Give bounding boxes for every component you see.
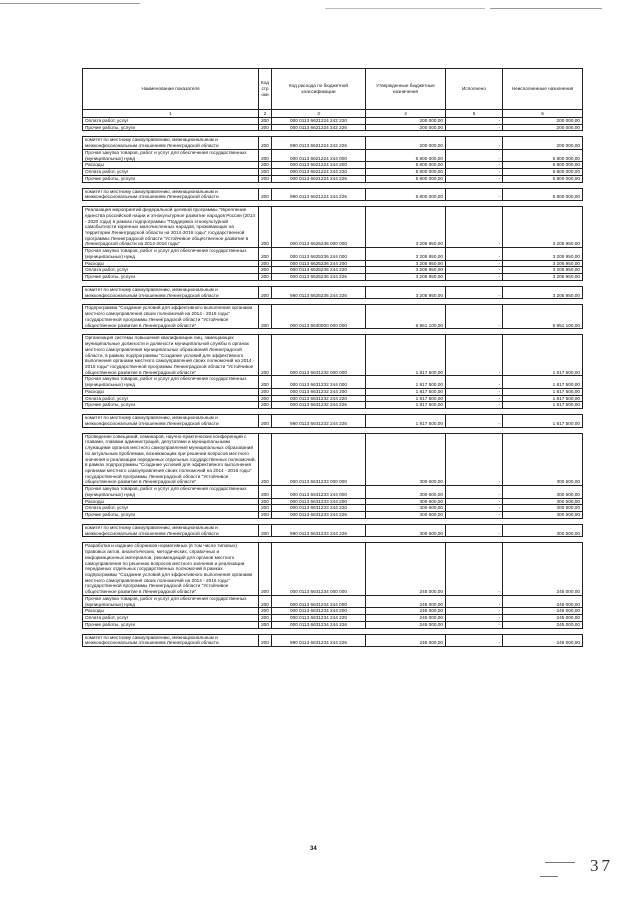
top-rule [490,8,602,9]
executed-amount-cell: - [446,274,503,281]
table-row [83,188,583,200]
line-code-cell: 200 [259,248,272,260]
table-row [83,335,583,376]
top-rule [0,3,140,4]
indicator-cell: Оплата работ, услуг [83,267,259,274]
unexecuted-amount-cell: 5 800 000,00 [503,169,583,176]
unexecuted-amount-cell: 5 800 000,00 [503,162,583,169]
table-row [83,595,583,607]
budget-code-cell: 000 0113 6630000 000 000 [272,305,366,329]
indicator-cell: Оплата работ, услуг [83,118,259,125]
line-code-cell: 200 [259,267,272,274]
indicator-cell: Расходы [83,162,259,169]
approved-amount-cell: 3 205 950,00 [366,267,446,274]
unexecuted-amount-cell: 300 600,00 [503,498,583,505]
approved-amount-cell: 3 205 950,00 [366,260,446,267]
executed-amount-cell: - [446,615,503,622]
budget-code-cell: 000 0113 6631234 244 220 [272,615,366,622]
indicator-cell: Расходы [83,608,259,615]
indicator-cell: Прочие работы, услуги [83,124,259,131]
budget-code-cell: 990 0113 6621224 242 226 [272,137,366,149]
indicator-cell: Оплата работ, услуг [83,169,259,176]
unexecuted-amount-cell: 6 951 100,00 [503,305,583,329]
unexecuted-amount-cell: 1 817 500,00 [503,376,583,388]
indicator-cell: Разработка и издание сборников нормативных (в том числе типовых) правовых актов, аналитических, методических, справочных и информационных материалов, рекомендаций для органов местного самоуправления по решению вопросов местного значения и реализации переданных отдельных государственных полномочий в рамках подпрограммы "Создание условий для эффективного выполнения органами местного самоуправления своих полномочий на 2014 - 2016 годы" государственной программы Ленинградской области "Устойчивое общественное развитие в Ленинградской области" [83,543,259,596]
indicator-cell: Прочие работы, услуги [83,621,259,628]
approved-amount-cell: 300 600,00 [366,505,446,512]
column-number: 5 [446,110,503,118]
indicator-cell: комитет по местному самоуправлению, межнациональным и межконфессиональным отношениям Ленинградской области [83,286,259,298]
approved-amount-cell: 1 817 500,00 [366,395,446,402]
unexecuted-amount-cell: 300 600,00 [503,512,583,519]
budget-code-cell: 000 0113 6625236 244 226 [272,274,366,281]
indicator-cell: Подпрограмма "Создание условий для эффективного выполнения органами местного самоуправления своих полномочий на 2014 - 2016 годы" государственной программы Ленинградской области "Устойчивое общественное развитие в Ленинградской области" [83,305,259,329]
table-row [83,608,583,615]
approved-amount-cell: 6 951 100,00 [366,305,446,329]
column-number: 1 [83,110,259,118]
unexecuted-amount-cell: 245 000,00 [503,543,583,596]
unexecuted-amount-cell: 1 817 500,00 [503,335,583,376]
executed-amount-cell: - [446,267,503,274]
unexecuted-amount-cell: 300 600,00 [503,486,583,498]
table-row [83,376,583,388]
table-row [83,305,583,329]
indicator-cell: Прочая закупка товаров, работ и услуг для обеспечения государственных (муниципальных) нужд [83,486,259,498]
budget-execution-table [82,68,583,647]
line-code-cell: 200 [259,433,272,486]
table-row [83,486,583,498]
executed-amount-cell: - [446,188,503,200]
approved-amount-cell: 3 205 950,00 [366,274,446,281]
budget-code-cell: 000 0113 6631234 244 226 [272,621,366,628]
column-number: 6 [503,110,583,118]
table-row [83,118,583,125]
approved-amount-cell: 1 817 500,00 [366,402,446,409]
top-rule [325,8,485,9]
approved-amount-cell: 300 600,00 [366,498,446,505]
unexecuted-amount-cell: 3 205 950,00 [503,248,583,260]
column-header-budget-code: Код расхода по бюджетной классификации [272,69,366,110]
line-code-cell: 200 [259,305,272,329]
line-code-cell: 200 [259,543,272,596]
budget-code-cell: 000 0113 6631233 000 000 [272,433,366,486]
executed-amount-cell: - [446,175,503,182]
executed-amount-cell: - [446,498,503,505]
budget-code-cell: 000 0113 6631233 244 226 [272,512,366,519]
indicator-cell: комитет по местному самоуправлению, межнациональным и межконфессиональным отношениям Ленинградской области [83,634,259,646]
approved-amount-cell: 245 000,00 [366,615,446,622]
table-row [83,260,583,267]
executed-amount-cell: - [446,118,503,125]
budget-code-cell: 000 0113 6631232 000 000 [272,335,366,376]
stamp-page-number: 37 [590,856,613,875]
budget-code-cell: 000 0113 6621224 244 226 [272,175,366,182]
line-code-cell: 200 [259,512,272,519]
line-code-cell: 200 [259,505,272,512]
executed-amount-cell: - [446,137,503,149]
line-code-cell: 200 [259,498,272,505]
table-row [83,175,583,182]
footer-dash [545,862,575,863]
approved-amount-cell: 200 000,00 [366,137,446,149]
unexecuted-amount-cell: 1 817 500,00 [503,402,583,409]
table-row [83,124,583,131]
approved-amount-cell: 245 000,00 [366,595,446,607]
executed-amount-cell: - [446,286,503,298]
table-row [83,543,583,596]
budget-code-cell: 000 0113 6631233 244 000 [272,486,366,498]
table-row [83,415,583,427]
unexecuted-amount-cell: 300 600,00 [503,433,583,486]
indicator-cell: Расходы [83,388,259,395]
unexecuted-amount-cell: 200 000,00 [503,137,583,149]
table-row [83,402,583,409]
table-row [83,615,583,622]
line-code-cell: 200 [259,524,272,536]
budget-code-cell: 000 0113 6621224 244 220 [272,169,366,176]
indicator-cell: Прочая закупка товаров, работ и услуг для обеспечения государственных (муниципальных) нужд [83,248,259,260]
column-number: 2 [259,110,272,118]
column-header-executed: Исполнено [446,69,503,110]
column-number: 4 [366,110,446,118]
executed-amount-cell: - [446,335,503,376]
approved-amount-cell: 300 600,00 [366,486,446,498]
indicator-cell: комитет по местному самоуправлению, межнациональным и межконфессиональным отношениям Ленинградской области [83,524,259,536]
budget-code-cell: 990 0113 6631233 244 226 [272,524,366,536]
line-code-cell: 200 [259,149,272,161]
indicator-cell: комитет по местному самоуправлению, межнациональным и межконфессиональным отношениям Ленинградской области [83,188,259,200]
table-row [83,286,583,298]
indicator-cell: Реализация мероприятий федеральной целевой программы "Укрепление единства российской нации и этнокультурное развитие народов России (2014 - 2020 годы) в рамках подпрограммы "Поддержка этнокультурной самобытности коренных малочисленных народов, проживающих на территории Ленинградской области на 2014-2016 годы" государственной программы Ленинградской области "Устойчивое общественное развитие в Ленинградской области на 2014-2016 годы" [83,207,259,248]
footer-dash [540,876,558,877]
approved-amount-cell: 1 817 500,00 [366,388,446,395]
unexecuted-amount-cell: 3 205 950,00 [503,267,583,274]
approved-amount-cell: 5 800 000,00 [366,149,446,161]
table-body [83,118,583,647]
indicator-cell: Прочие работы, услуги [83,274,259,281]
budget-code-cell: 000 0113 6631232 244 220 [272,395,366,402]
table-row [83,137,583,149]
budget-code-cell: 000 0113 6631232 244 226 [272,402,366,409]
table-row [83,621,583,628]
approved-amount-cell: 300 600,00 [366,433,446,486]
executed-amount-cell: - [446,524,503,536]
unexecuted-amount-cell: 3 205 950,00 [503,207,583,248]
page-number: 34 [310,846,317,852]
table-row [83,395,583,402]
indicator-cell: Оплата работ, услуг [83,505,259,512]
budget-code-cell: 000 0113 6621224 244 200 [272,162,366,169]
table-row [83,505,583,512]
indicator-cell: Прочие работы, услуги [83,512,259,519]
line-code-cell: 200 [259,137,272,149]
indicator-cell: Прочая закупка товаров, работ и услуг для обеспечения государственных (муниципальных) нужд [83,149,259,161]
indicator-cell: Прочая закупка товаров, работ и услуг для обеспечения государственных (муниципальных) нужд [83,595,259,607]
unexecuted-amount-cell: 3 205 950,00 [503,274,583,281]
line-code-cell: 200 [259,608,272,615]
approved-amount-cell: 245 000,00 [366,608,446,615]
unexecuted-amount-cell: 245 000,00 [503,621,583,628]
executed-amount-cell: - [446,388,503,395]
column-header-approved: Утвержденные бюджетные назначения [366,69,446,110]
table-row [83,149,583,161]
table-row [83,634,583,646]
unexecuted-amount-cell: 245 000,00 [503,634,583,646]
unexecuted-amount-cell: 200 000,00 [503,118,583,125]
budget-code-cell: 990 0113 6631232 244 226 [272,415,366,427]
approved-amount-cell: 245 000,00 [366,621,446,628]
unexecuted-amount-cell: 1 817 500,00 [503,388,583,395]
budget-code-cell: 990 0113 6625236 244 226 [272,286,366,298]
approved-amount-cell: 5 800 000,00 [366,169,446,176]
table-row [83,274,583,281]
line-code-cell: 200 [259,634,272,646]
executed-amount-cell: - [446,634,503,646]
budget-code-cell: 000 0113 6621224 242 226 [272,124,366,131]
table-row [83,162,583,169]
executed-amount-cell: - [446,595,503,607]
line-code-cell: 200 [259,376,272,388]
line-code-cell: 200 [259,395,272,402]
unexecuted-amount-cell: 5 800 000,00 [503,188,583,200]
budget-code-cell: 000 0113 6625236 244 200 [272,260,366,267]
executed-amount-cell: - [446,505,503,512]
executed-amount-cell: - [446,376,503,388]
line-code-cell: 200 [259,486,272,498]
unexecuted-amount-cell: 1 817 500,00 [503,395,583,402]
executed-amount-cell: - [446,512,503,519]
line-code-cell: 200 [259,124,272,131]
unexecuted-amount-cell: 300 600,00 [503,505,583,512]
unexecuted-amount-cell: 245 000,00 [503,615,583,622]
table-row [83,524,583,536]
unexecuted-amount-cell: 3 205 950,00 [503,286,583,298]
indicator-cell: Расходы [83,260,259,267]
unexecuted-amount-cell: 5 800 000,00 [503,149,583,161]
line-code-cell: 200 [259,335,272,376]
approved-amount-cell: 1 817 500,00 [366,376,446,388]
executed-amount-cell: - [446,169,503,176]
approved-amount-cell: 5 800 000,00 [366,162,446,169]
unexecuted-amount-cell: 245 000,00 [503,608,583,615]
executed-amount-cell: - [446,433,503,486]
line-code-cell: 200 [259,415,272,427]
table-row [83,169,583,176]
unexecuted-amount-cell: 245 000,00 [503,595,583,607]
approved-amount-cell: 1 817 500,00 [366,335,446,376]
unexecuted-amount-cell: 5 800 000,00 [503,175,583,182]
table-row [83,433,583,486]
line-code-cell: 200 [259,286,272,298]
indicator-cell: Оплата работ, услуг [83,395,259,402]
budget-code-cell: 000 0113 6631232 244 000 [272,376,366,388]
line-code-cell: 200 [259,388,272,395]
column-header-indicator: Наименование показателя [83,69,259,110]
line-code-cell: 200 [259,274,272,281]
budget-code-cell: 000 0113 6621224 244 000 [272,149,366,161]
executed-amount-cell: - [446,395,503,402]
budget-code-cell: 000 0113 6631234 244 000 [272,595,366,607]
line-code-cell: 200 [259,402,272,409]
column-header-line-code: Код строки [259,69,272,110]
approved-amount-cell: 245 000,00 [366,634,446,646]
budget-code-cell: 990 0113 6631234 244 226 [272,634,366,646]
line-code-cell: 200 [259,162,272,169]
indicator-cell: Проведение совещаний, семинаров, научно-практических конференций с главами, главами администраций, депутатами и муниципальными служащими органов местного самоуправления муниципальных образований по актуальным проблемам, возникающим при решении вопросов местного значения и реализации переданных отдельных государственных полномочий, в рамках подпрограммы "Создание условий для эффективного выполнения органами местного самоуправления своих полномочий на 2014 - 2016 годы" государственной программы Ленинградской области "Устойчивое общественное развитие в Ленинградской области" [83,433,259,486]
approved-amount-cell: 300 600,00 [366,524,446,536]
indicator-cell: Оплата работ, услуг [83,615,259,622]
budget-code-cell: 000 0113 6625236 244 000 [272,248,366,260]
budget-code-cell: 000 0113 6621224 242 220 [272,118,366,125]
executed-amount-cell: - [446,149,503,161]
executed-amount-cell: - [446,162,503,169]
table-row [83,267,583,274]
indicator-cell: Прочая закупка товаров, работ и услуг для обеспечения государственных (муниципальных) нужд [83,376,259,388]
line-code-cell: 200 [259,207,272,248]
line-code-cell: 200 [259,118,272,125]
line-code-cell: 200 [259,615,272,622]
approved-amount-cell: 3 205 950,00 [366,286,446,298]
indicator-cell: Прочие работы, услуги [83,175,259,182]
approved-amount-cell: 3 205 950,00 [366,248,446,260]
budget-code-cell: 000 0113 6631232 244 200 [272,388,366,395]
budget-code-cell: 000 0113 6631233 244 200 [272,498,366,505]
approved-amount-cell: 1 817 500,00 [366,415,446,427]
approved-amount-cell: 200 000,00 [366,118,446,125]
budget-code-cell: 000 0113 6631233 244 220 [272,505,366,512]
budget-code-cell: 000 0113 6631234 000 000 [272,543,366,596]
executed-amount-cell: - [446,486,503,498]
table-row [83,388,583,395]
executed-amount-cell: - [446,543,503,596]
column-header-unexecuted: Неисполненные назначения [503,69,583,110]
unexecuted-amount-cell: 200 000,00 [503,124,583,131]
approved-amount-cell: 5 800 000,00 [366,175,446,182]
budget-code-cell: 000 0113 6625236 244 220 [272,267,366,274]
table-row [83,248,583,260]
executed-amount-cell: - [446,248,503,260]
table-header-row [83,69,583,110]
indicator-cell: Расходы [83,498,259,505]
executed-amount-cell: - [446,305,503,329]
unexecuted-amount-cell: 1 817 500,00 [503,415,583,427]
approved-amount-cell: 200 000,00 [366,124,446,131]
executed-amount-cell: - [446,415,503,427]
indicator-cell: Прочие работы, услуги [83,402,259,409]
unexecuted-amount-cell: 300 600,00 [503,524,583,536]
column-number: 3 [272,110,366,118]
indicator-cell: комитет по местному самоуправлению, межнациональным и межконфессиональным отношениям Ленинградской области [83,415,259,427]
line-code-cell: 200 [259,188,272,200]
budget-code-cell: 000 0113 6625236 000 000 [272,207,366,248]
approved-amount-cell: 245 000,00 [366,543,446,596]
executed-amount-cell: - [446,621,503,628]
executed-amount-cell: - [446,402,503,409]
budget-code-cell: 000 0113 6631234 244 200 [272,608,366,615]
line-code-cell: 200 [259,260,272,267]
executed-amount-cell: - [446,260,503,267]
executed-amount-cell: - [446,124,503,131]
column-number-row [83,110,583,118]
unexecuted-amount-cell: 3 205 950,00 [503,260,583,267]
executed-amount-cell: - [446,608,503,615]
line-code-cell: 200 [259,169,272,176]
line-code-cell: 200 [259,595,272,607]
approved-amount-cell: 300 600,00 [366,512,446,519]
line-code-cell: 200 [259,175,272,182]
budget-code-cell: 990 0113 6621224 244 226 [272,188,366,200]
approved-amount-cell: 3 205 950,00 [366,207,446,248]
executed-amount-cell: - [446,207,503,248]
indicator-cell: комитет по местному самоуправлению, межнациональным и межконфессиональным отношениям Ленинградской области [83,137,259,149]
approved-amount-cell: 5 800 000,00 [366,188,446,200]
table-row [83,207,583,248]
table-row [83,498,583,505]
line-code-cell: 200 [259,621,272,628]
table-row [83,512,583,519]
indicator-cell: Организация системы повышения квалификации лиц, замещающих муниципальные должности и должности муниципальной службы в органах местного самоуправления муниципальных образований Ленинградской области, в рамках подпрограммы "Создание условий для эффективного выполнения органами местного самоуправления своих полномочий на 2014 - 2016 годы" государственной программы Ленинградской области "Устойчивое общественное развитие в Ленинградской области" [83,335,259,376]
